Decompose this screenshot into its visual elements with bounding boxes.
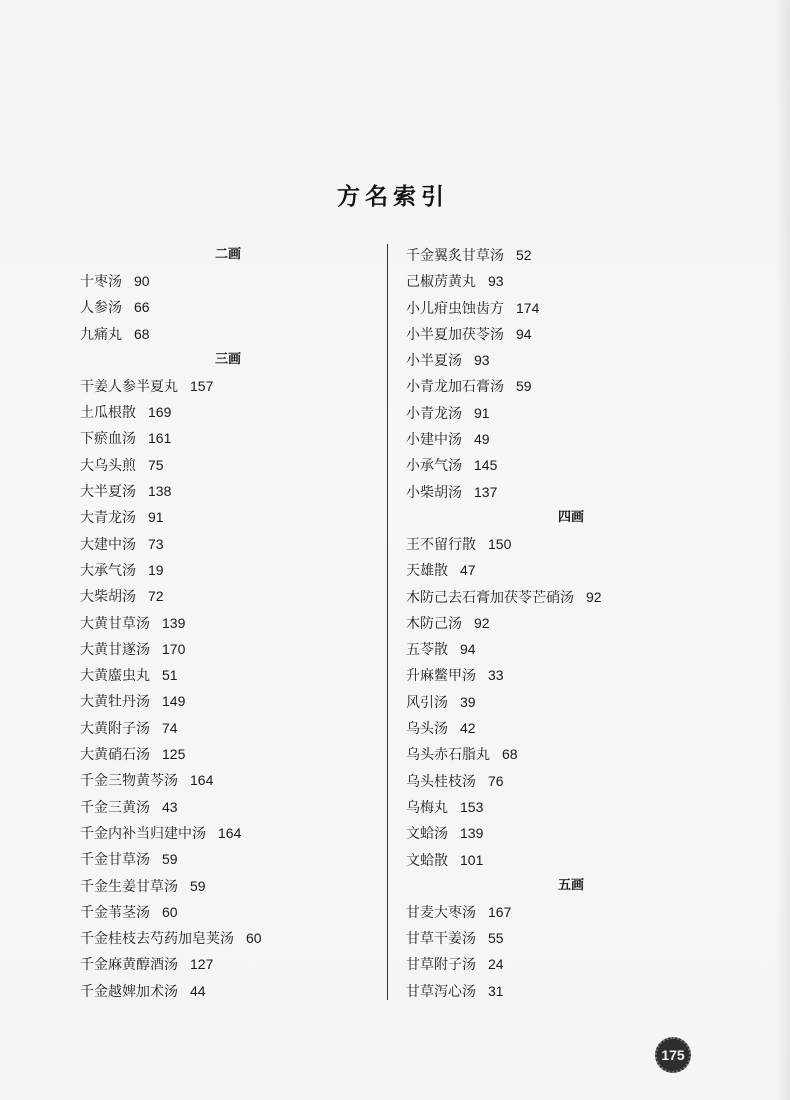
- formula-name: 五苓散: [406, 642, 448, 659]
- formula-name: 己椒苈黄丸: [406, 274, 476, 291]
- formula-page-number: 137: [474, 483, 498, 500]
- index-entry: [80, 321, 376, 347]
- formula-page-number: 167: [488, 903, 512, 920]
- entry-list: [406, 531, 736, 873]
- index-entry: [80, 294, 376, 320]
- formula-page-number: 76: [488, 772, 504, 789]
- formula-page-number: 157: [190, 377, 214, 394]
- formula-page-number: 139: [460, 825, 484, 842]
- formula-name: 千金苇茎汤: [80, 904, 150, 921]
- index-entry: [80, 794, 376, 820]
- formula-name: 千金甘草汤: [80, 852, 150, 869]
- formula-name: 甘麦大枣汤: [406, 904, 476, 921]
- index-entry: [406, 741, 736, 767]
- formula-page-number: 101: [460, 851, 484, 868]
- formula-page-number: 145: [474, 457, 498, 474]
- index-entry: [80, 373, 376, 399]
- formula-name: 王不留行散: [406, 536, 476, 553]
- formula-page-number: 93: [474, 352, 490, 369]
- index-entry: [406, 268, 736, 294]
- index-entry: [406, 452, 736, 478]
- formula-page-number: 91: [148, 509, 164, 526]
- formula-page-number: 24: [488, 956, 504, 973]
- formula-name: 小半夏汤: [406, 353, 462, 370]
- index-entry: [80, 688, 376, 714]
- formula-page-number: 73: [148, 535, 164, 552]
- formula-name: 大乌头煎: [80, 457, 136, 474]
- formula-page-number: 59: [190, 877, 206, 894]
- index-entry: [406, 951, 736, 977]
- index-entry: [406, 295, 736, 321]
- formula-name: 土瓜根散: [80, 405, 136, 422]
- index-entry: [406, 321, 736, 347]
- page-number: 175: [661, 1047, 685, 1063]
- index-entry: [80, 268, 376, 294]
- page-title: [0, 178, 790, 211]
- index-entry: [406, 426, 736, 452]
- formula-name: 乌头汤: [406, 721, 448, 738]
- formula-name: 文蛤散: [406, 852, 448, 869]
- formula-name: 木防己汤: [406, 615, 462, 632]
- formula-page-number: 169: [148, 404, 172, 421]
- formula-name: 大建中汤: [80, 536, 136, 553]
- formula-page-number: 94: [460, 641, 476, 658]
- index-entry: [80, 820, 376, 846]
- formula-page-number: 59: [162, 851, 178, 868]
- formula-page-number: 127: [190, 956, 214, 973]
- formula-page-number: 92: [474, 614, 490, 631]
- index-entry: [406, 794, 736, 820]
- index-entry: [406, 715, 736, 741]
- index-entry: [406, 347, 736, 373]
- page-title-text: 方名索引: [337, 184, 449, 210]
- formula-page-number: 138: [148, 483, 172, 500]
- formula-page-number: 19: [148, 561, 164, 578]
- stroke-section-heading: 四画: [557, 509, 584, 525]
- index-entry: [80, 610, 376, 636]
- index-entry: [80, 452, 376, 478]
- index-entry: [406, 610, 736, 636]
- formula-page-number: 44: [190, 982, 206, 999]
- stroke-section-heading: 二画: [214, 247, 241, 262]
- index-entry: [406, 847, 736, 873]
- stroke-section-heading: 三画: [214, 351, 241, 367]
- formula-name: 小儿疳虫蚀齿方: [406, 300, 504, 317]
- index-entry: [80, 478, 376, 504]
- formula-name: 文蛤汤: [406, 826, 448, 843]
- index-entry: [406, 584, 736, 610]
- formula-page-number: 149: [162, 693, 186, 710]
- index-entry: [80, 951, 376, 977]
- formula-page-number: 150: [488, 535, 512, 552]
- formula-page-number: 49: [474, 431, 490, 448]
- formula-name: 十枣汤: [80, 274, 122, 290]
- formula-name: 乌梅丸: [406, 799, 448, 816]
- formula-name: 千金三黄汤: [80, 799, 150, 816]
- index-entry: [406, 636, 736, 662]
- formula-name: 干姜人参半夏丸: [80, 378, 178, 395]
- formula-name: 大半夏汤: [80, 484, 136, 501]
- formula-name: 甘草泻心汤: [406, 983, 476, 1000]
- formula-page-number: 72: [148, 588, 164, 605]
- entry-list: [406, 899, 736, 1004]
- page-edge-shadow: [776, 0, 790, 1100]
- formula-page-number: 90: [134, 273, 150, 289]
- formula-name: 小半夏加茯苓汤: [406, 326, 504, 343]
- formula-name: 大黄牡丹汤: [80, 694, 150, 711]
- formula-name: 千金桂枝去芍药加皂荚汤: [80, 931, 234, 948]
- column-divider: [387, 244, 388, 1000]
- entry-list: [80, 268, 376, 347]
- formula-name: 小青龙汤: [406, 405, 462, 422]
- formula-name: 大黄附子汤: [80, 720, 150, 737]
- index-entry: [80, 504, 376, 530]
- formula-name: 小柴胡汤: [406, 484, 462, 501]
- formula-page-number: 164: [218, 824, 242, 841]
- formula-page-number: 59: [516, 378, 532, 395]
- formula-name: 大承气汤: [80, 562, 136, 579]
- formula-page-number: 47: [460, 562, 476, 579]
- formula-name: 大黄硝石汤: [80, 747, 150, 764]
- formula-page-number: 42: [460, 720, 476, 737]
- formula-name: 小青龙加石膏汤: [406, 379, 504, 396]
- formula-name: 大黄甘草汤: [80, 615, 150, 632]
- index-entry: [406, 925, 736, 951]
- index-entry: [80, 662, 376, 688]
- index-entry: [406, 242, 736, 268]
- formula-name: 千金麻黄醇酒汤: [80, 957, 178, 974]
- page-number-badge: [655, 1037, 691, 1073]
- formula-name: 风引汤: [406, 694, 448, 711]
- formula-name: 甘草附子汤: [406, 957, 476, 974]
- index-entry: [406, 662, 736, 688]
- index-entry: [80, 978, 376, 1004]
- index-entry: [80, 715, 376, 741]
- index-entry: [406, 479, 736, 505]
- index-entry: [406, 400, 736, 426]
- index-entry: [406, 899, 736, 925]
- formula-page-number: 60: [162, 903, 178, 920]
- formula-name: 乌头赤石脂丸: [406, 747, 490, 764]
- formula-page-number: 92: [586, 588, 602, 605]
- formula-name: 乌头桂枝汤: [406, 773, 476, 790]
- formula-page-number: 68: [502, 746, 518, 763]
- formula-name: 小承气汤: [406, 458, 462, 475]
- formula-page-number: 31: [488, 982, 504, 999]
- formula-page-number: 68: [134, 325, 150, 342]
- formula-name: 甘草干姜汤: [406, 931, 476, 948]
- formula-name: 千金三物黄芩汤: [80, 773, 178, 790]
- formula-page-number: 74: [162, 719, 178, 736]
- formula-name: 千金越婢加术汤: [80, 983, 178, 1000]
- index-entry: [80, 846, 376, 872]
- formula-name: 九痛丸: [80, 326, 122, 343]
- index-entry: [80, 925, 376, 951]
- formula-page-number: 51: [162, 667, 178, 684]
- formula-page-number: 75: [148, 456, 164, 473]
- index-entry: [406, 373, 736, 399]
- formula-page-number: 39: [460, 693, 476, 710]
- index-entry: [80, 425, 376, 451]
- index-entry: [80, 767, 376, 793]
- formula-page-number: 94: [516, 325, 532, 342]
- formula-page-number: 43: [162, 798, 178, 815]
- index-entry: [80, 899, 376, 925]
- formula-name: 人参汤: [80, 300, 122, 317]
- formula-page-number: 55: [488, 930, 504, 947]
- index-entry: [80, 399, 376, 425]
- formula-page-number: 91: [474, 404, 490, 421]
- formula-page-number: 66: [134, 299, 150, 316]
- formula-page-number: 125: [162, 746, 186, 763]
- index-column-left: [80, 242, 376, 1004]
- index-entry: [80, 636, 376, 662]
- index-entry: [80, 873, 376, 899]
- index-entry: [80, 531, 376, 557]
- formula-page-number: 139: [162, 614, 186, 631]
- index-entry: [80, 583, 376, 609]
- formula-page-number: 93: [488, 273, 504, 290]
- formula-page-number: 164: [190, 772, 214, 789]
- stroke-section-heading: 五画: [557, 877, 584, 893]
- index-entry: [406, 557, 736, 583]
- formula-page-number: 153: [460, 798, 484, 815]
- formula-name: 木防己去石膏加茯苓芒硝汤: [406, 589, 574, 606]
- formula-page-number: 161: [148, 430, 172, 447]
- formula-name: 天雄散: [406, 563, 448, 580]
- formula-page-number: 174: [516, 299, 540, 316]
- formula-name: 下瘀血汤: [80, 431, 136, 448]
- formula-page-number: 170: [162, 640, 186, 657]
- index-entry: [406, 689, 736, 715]
- formula-page-number: 33: [488, 667, 504, 684]
- index-entry: [406, 531, 736, 557]
- entry-list: [406, 242, 736, 505]
- formula-name: 千金生姜甘草汤: [80, 878, 178, 895]
- index-entry: [406, 820, 736, 846]
- formula-name: 升麻鳖甲汤: [406, 668, 476, 685]
- formula-name: 大柴胡汤: [80, 589, 136, 606]
- formula-name: 千金翼炙甘草汤: [406, 248, 504, 264]
- formula-name: 大黄甘遂汤: [80, 641, 150, 658]
- formula-page-number: 60: [246, 930, 262, 947]
- index-entry: [80, 557, 376, 583]
- index-entry: [406, 768, 736, 794]
- index-column-right: [406, 242, 736, 1004]
- formula-name: 小建中汤: [406, 432, 462, 449]
- entry-list: [80, 373, 376, 1004]
- formula-name: 大青龙汤: [80, 510, 136, 527]
- formula-name: 大黄䗪虫丸: [80, 668, 150, 685]
- index-entry: [80, 741, 376, 767]
- index-entry: [406, 978, 736, 1004]
- formula-name: 千金内补当归建中汤: [80, 825, 206, 842]
- formula-page-number: 52: [516, 247, 532, 263]
